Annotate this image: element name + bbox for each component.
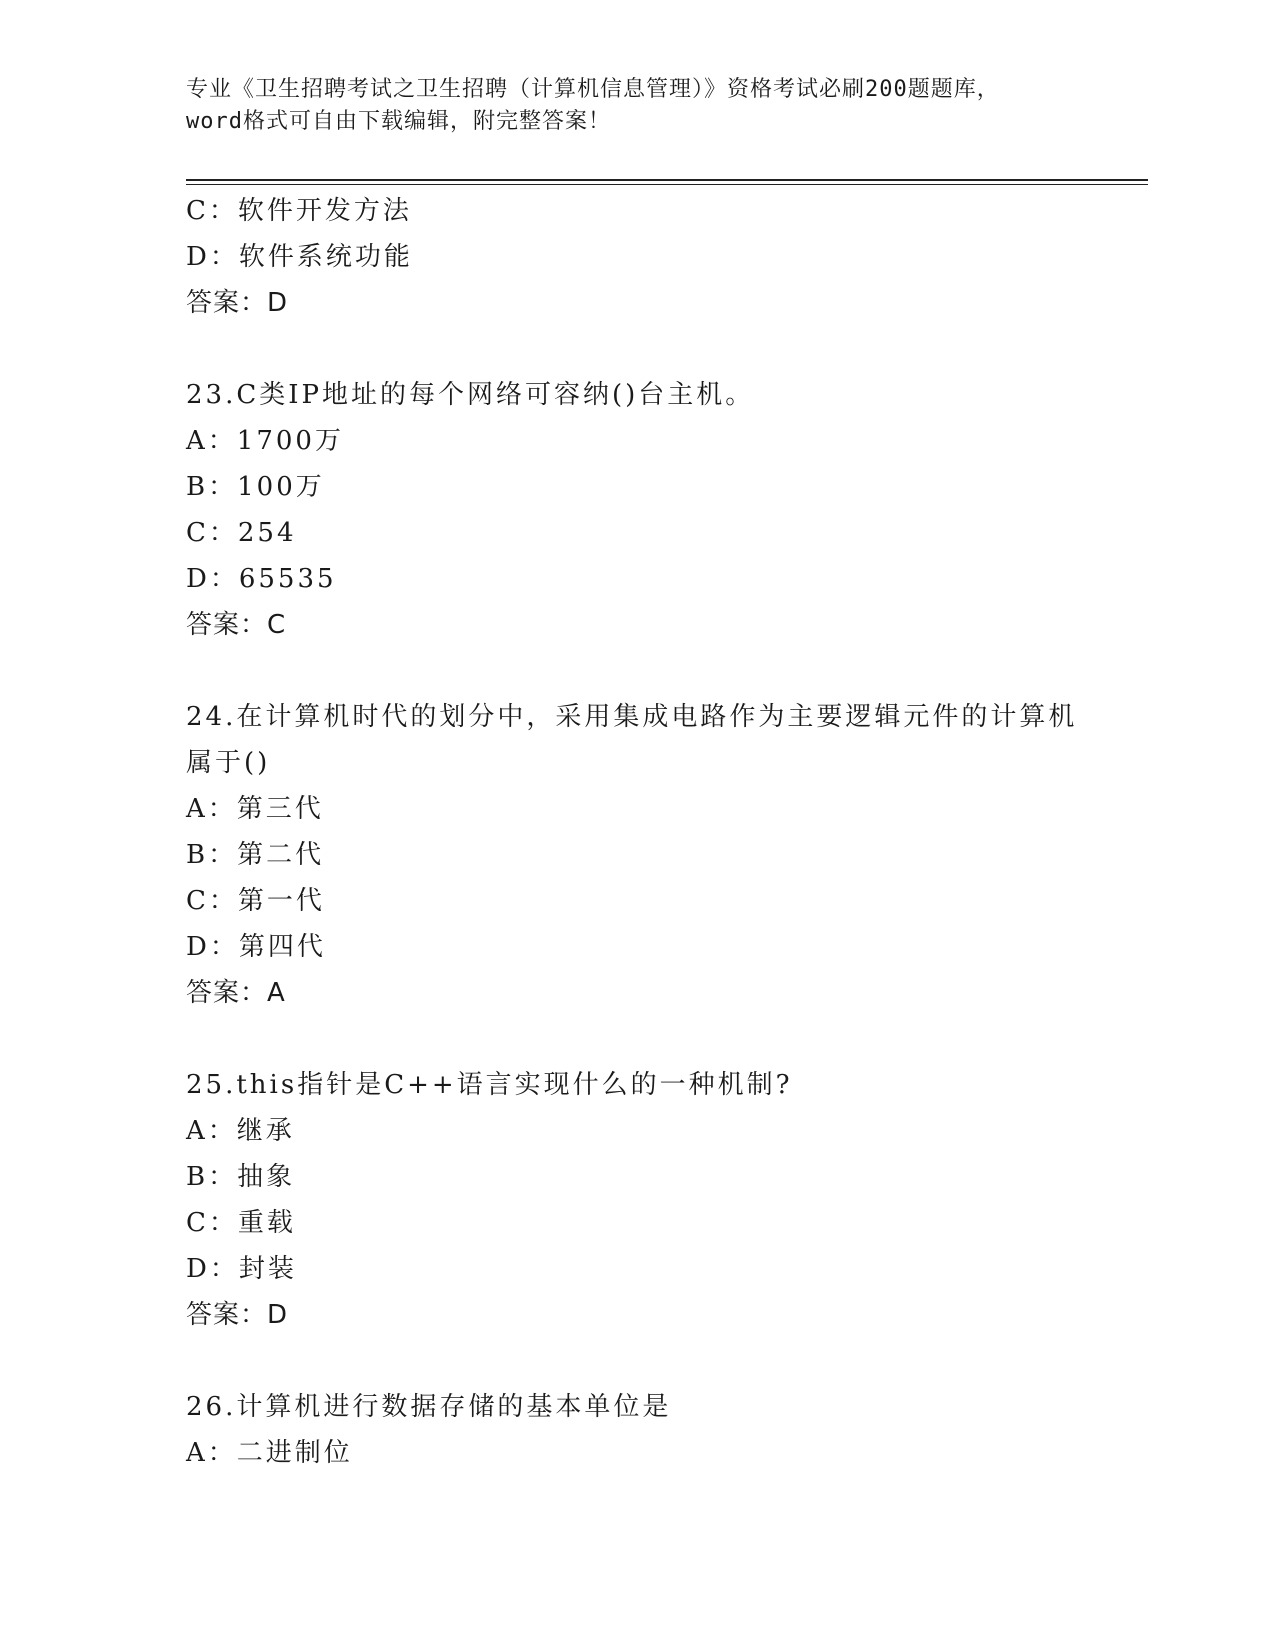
option-c: C：软件开发方法 [186,196,412,226]
option-c: C：第一代 [186,886,325,916]
answer: 答案：D [186,1300,289,1330]
question-stem: 24.在计算机时代的划分中，采用集成电路作为主要逻辑元件的计算机 [186,702,1078,732]
spacer [186,1338,1146,1384]
option-b: B：第二代 [186,840,325,870]
option-d: D：65535 [186,564,337,594]
option-a: A：二进制位 [186,1438,353,1468]
header-divider [186,179,1148,185]
header-title-line-1: 专业《卫生招聘考试之卫生招聘（计算机信息管理）》资格考试必刷200题题库， [186,77,1000,102]
option-c: C：254 [186,518,297,548]
question-25 [186,1062,1146,1338]
option-a: A：继承 [186,1116,295,1146]
question-list [186,188,1146,1476]
answer: 答案：A [186,978,286,1008]
question-22-continued [186,188,1146,326]
question-stem: 26.计算机进行数据存储的基本单位是 [186,1392,672,1422]
question-stem: 23.C类IP地址的每个网络可容纳()台主机。 [186,380,755,410]
option-d: D：软件系统功能 [186,242,413,272]
spacer [186,326,1146,372]
question-23 [186,372,1146,648]
document-header [186,74,1086,138]
question-26 [186,1384,1146,1476]
option-a: A：第三代 [186,794,324,824]
option-d: D：封装 [186,1254,297,1284]
option-c: C：重载 [186,1208,296,1238]
option-d: D：第四代 [186,932,326,962]
option-b: B：抽象 [186,1162,296,1192]
question-24 [186,694,1146,1016]
spacer [186,648,1146,694]
option-b: B：100万 [186,472,325,502]
option-a: A：1700万 [186,426,344,456]
question-stem: 25.this指针是C++语言实现什么的一种机制? [186,1070,793,1100]
answer: 答案：D [186,288,289,318]
question-stem-continued: 属于() [186,748,271,778]
answer: 答案：C [186,610,287,640]
spacer [186,1016,1146,1062]
header-title-line-2: word格式可自由下载编辑，附完整答案！ [186,109,611,134]
